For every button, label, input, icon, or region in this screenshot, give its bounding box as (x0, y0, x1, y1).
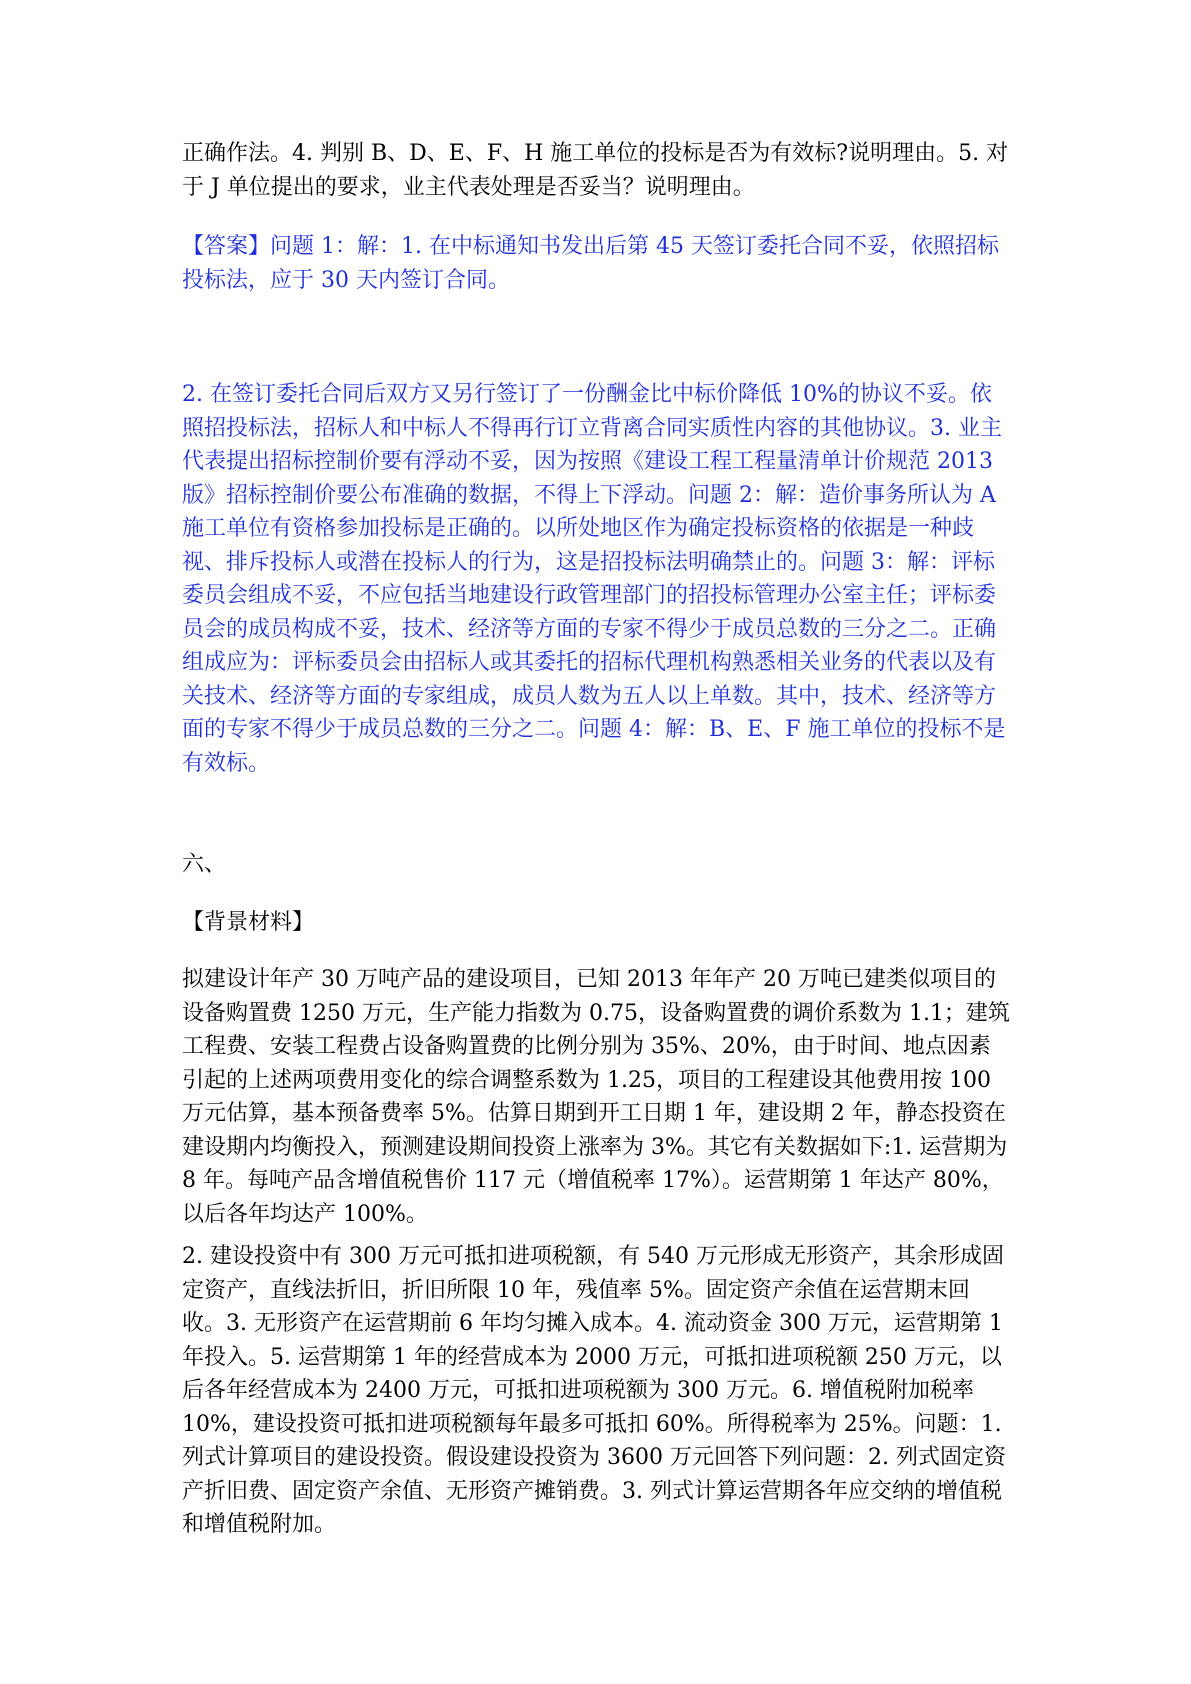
section-number: 六、 (182, 852, 227, 877)
answer-paragraph-2: 2. 在签订委托合同后双方又另行签订了一份酬金比中标价降低 10%的协议不妥。依照招投标法，招标人和中标人不得再行订立背离合同实质性内容的其他协议。3. 业主代表提出招标控制价要有浮动不妥，因为按照《建设工程工程量清单计价规范 2013 版》招标控制价要公布准确的数据，不得上下浮动。问题 2：解：造价事务所认为 A 施工单位有资格参加投标是正确的。以所处地区作为确定投标资格的依据是一种歧视、排斥投标人或潜在投标人的行为，这是招投标法明确禁止的。问题 3：解：评标委员会组成不妥，不应包括当地建设行政管理部门的招投标管理办公室主任；评标委员会的成员构成不妥，技术、经济等方面的专家不得少于成员总数的三分之二。正确组成应为：评标委员会由招标人或其委托的招标代理机构熟悉相关业务的代表以及有关技术、经济等方面的专家组成，成员人数为五人以上单数。其中，技术、经济等方面的专家不得少于成员总数的三分之二。问题 4：解：B、E、F 施工单位的投标不是有效标。 (182, 382, 1006, 776)
answer-paragraph-1: 【答案】问题 1：解：1. 在中标通知书发出后第 45 天签订委托合同不妥，依照招标投标法，应于 30 天内签订合同。 (182, 234, 999, 293)
section-heading: 【背景材料】 (182, 910, 315, 935)
background-material-paragraph-1: 拟建设计年产 30 万吨产品的建设项目，已知 2013 年年产 20 万吨已建类似项目的设备购置费 1250 万元，生产能力指数为 0.75，设备购置费的调价系数为 1.1；建筑工程费、安装工程费占设备购置费的比例分别为 35%、20%，由于时间、地点因素引起的上述两项费用变化的综合调整系数为 1.25，项目的工程建设其他费用按 100 万元估算，基本预备费率 5%。估算日期到开工日期 1 年，建设期 2 年，静态投资在建设期内均衡投入，预测建设期间投资上涨率为 3%。其它有关数据如下:1. 运营期为 8 年。每吨产品含增值税售价 117 元（增值税率 17%）。运营期第 1 年达产 80%，以后各年均达产 100%。 (182, 967, 1010, 1227)
background-material-paragraph-2: 2. 建设投资中有 300 万元可抵扣进项税额，有 540 万元形成无形资产，其余形成固定资产，直线法折旧，折旧所限 10 年，残值率 5%。固定资产余值在运营期末回收。3. 无形资产在运营期前 6 年均匀摊入成本。4. 流动资金 300 万元，运营期第 1 年投入。5. 运营期第 1 年的经营成本为 2000 万元，可抵扣进项税额 250 万元，以后各年经营成本为 2400 万元，可抵扣进项税额为 300 万元。6. 增值税附加税率 10%，建设投资可抵扣进项税额每年最多可抵扣 60%。所得税率为 25%。问题：1. 列式计算项目的建设投资。假设建设投资为 3600 万元回答下列问题：2. 列式固定资产折旧费、固定资产余值、无形资产摊销费。3. 列式计算运营期各年应交纳的增值税和增值税附加。 (182, 1244, 1006, 1537)
question-tail-paragraph: 正确作法。4. 判别 B、D、E、F、H 施工单位的投标是否为有效标?说明理由。5. 对于 J 单位提出的要求，业主代表处理是否妥当？说明理由。 (182, 141, 1009, 200)
